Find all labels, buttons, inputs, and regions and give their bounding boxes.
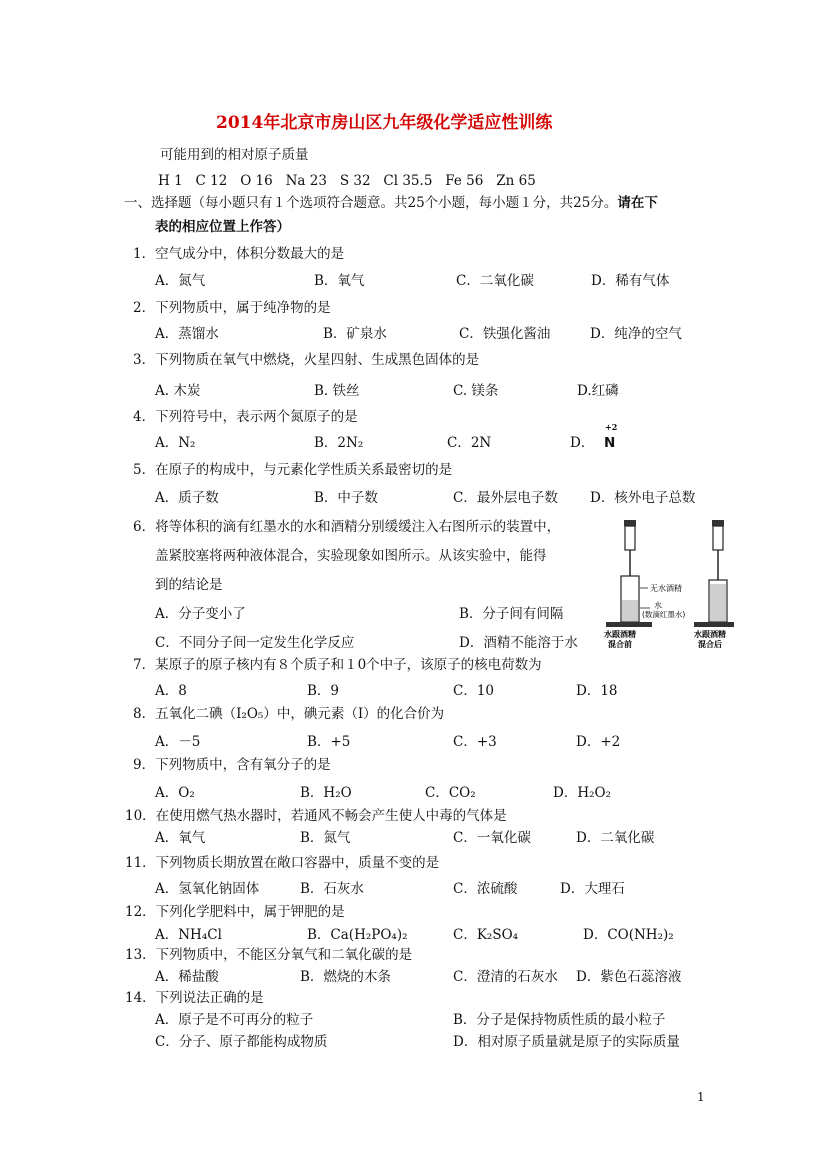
option: D．18	[576, 683, 618, 699]
option: B．分子是保持物质性质的最小粒子	[453, 1012, 666, 1028]
charge-label: +2	[605, 422, 618, 432]
option: A．质子数	[155, 490, 219, 506]
option: C．不同分子间一定发生化学反应	[155, 635, 355, 651]
question-stem: 11．下列物质长期放置在敞口容器中，质量不变的是	[125, 855, 440, 871]
nitrogen-symbol: N	[604, 435, 616, 451]
page-title: 2014年北京市房山区九年级化学适应性训练	[216, 113, 553, 133]
question-stem: 14．下列说法正确的是	[125, 990, 264, 1006]
question-stem: 13．下列物质中，不能区分氧气和二氧化碳的是	[125, 947, 413, 963]
atomic-mass-label: 可能用到的相对原子质量	[160, 147, 309, 163]
option: B．2N₂	[314, 435, 364, 451]
option: D．相对原子质量就是原子的实际质量	[453, 1034, 680, 1050]
question-stem: 12．下列化学肥料中，属于钾肥的是	[125, 904, 345, 920]
option: D．大理石	[560, 881, 625, 897]
option: A. 木炭	[155, 383, 201, 399]
option: D．+2	[576, 734, 621, 750]
option: B．燃烧的木条	[300, 969, 391, 985]
option: D．纯净的空气	[590, 326, 682, 342]
caption-after-1: 水跟酒精	[694, 630, 726, 639]
option: A．O₂	[155, 785, 195, 801]
option: C．一氧化碳	[453, 830, 531, 846]
option: A．蒸馏水	[155, 326, 219, 342]
atomic-mass-values: H 1 C 12 O 16 Na 23 S 32 Cl 35.5 Fe 56 Zn 65	[158, 173, 536, 189]
option: C．CO₂	[425, 785, 476, 801]
option: A．8	[155, 683, 187, 699]
question-stem: 6．将等体积的滴有红墨水的水和酒精分别缓缓注入右图所示的装置中，	[133, 519, 561, 535]
question-stem: 9．下列物质中，含有氧分子的是	[133, 757, 331, 773]
option: A．原子是不可再分的粒子	[155, 1012, 314, 1028]
option: D．H₂O₂	[553, 785, 611, 801]
question-stem: 3．下列物质在氧气中燃烧，火星四射、生成黑色固体的是	[133, 352, 480, 368]
option: D.红磷	[577, 383, 619, 399]
question-stem: 4．下列符号中，表示两个氮原子的是	[133, 409, 358, 425]
caption-before-1: 水跟酒精	[604, 630, 636, 639]
option: D．	[570, 435, 595, 451]
option: C．+3	[453, 734, 497, 750]
option: B．H₂O	[300, 785, 352, 801]
section-heading-bold: 请在下	[617, 195, 658, 211]
option: C．K₂SO₄	[453, 927, 519, 943]
option: C．分子、原子都能构成物质	[155, 1034, 328, 1050]
question-stem: 1．空气成分中，体积分数最大的是	[133, 246, 345, 262]
option: B．矿泉水	[323, 326, 387, 342]
option: C．10	[453, 683, 495, 699]
question-stem: 7．某原子的原子核内有８个质子和１0个中子，该原子的核电荷数为	[133, 657, 542, 673]
label-water-note: (数滴红墨水)	[642, 610, 686, 619]
option: A．－5	[155, 734, 201, 750]
question-stem: 8．五氧化二碘（I₂O₅）中，碘元素（I）的化合价为	[133, 706, 445, 722]
question-stem: 2．下列物质中，属于纯净物的是	[133, 300, 331, 316]
option: B. 铁丝	[314, 383, 360, 399]
option: A．N₂	[155, 435, 196, 451]
option: A．NH₄Cl	[155, 927, 222, 943]
option: B．中子数	[314, 490, 378, 506]
option: A．氢氧化钠固体	[155, 881, 260, 897]
question-stem-line2: 盖紧胶塞将两种液体混合，实验现象如图所示。从该实验中，能得	[155, 548, 547, 564]
option: D．紫色石蕊溶液	[576, 969, 682, 985]
option: B．9	[307, 683, 340, 699]
option: C．2N	[447, 435, 492, 451]
section-heading-line2: 表的相应位置上作答）	[155, 219, 290, 235]
section-heading-text: 一、选择题（每小题只有１个选项符合题意。共25个小题，每小题１分，共25分。	[124, 195, 618, 211]
option: C. 镁条	[453, 383, 499, 399]
apparatus-after	[694, 520, 734, 627]
option: C．二氧化碳	[456, 273, 534, 289]
question-stem: 5．在原子的构成中，与元素化学性质关系最密切的是	[133, 462, 453, 478]
option: C．铁强化酱油	[459, 326, 551, 342]
caption-before-2: 混合前	[608, 640, 632, 648]
question-stem: 10．在使用燃气热水器时，若通风不畅会产生使人中毒的气体是	[125, 808, 507, 824]
label-alcohol: 无水酒精	[650, 584, 682, 593]
option: B．+5	[307, 734, 351, 750]
option: C．浓硫酸	[453, 881, 518, 897]
option: D．核外电子总数	[590, 490, 696, 506]
question-stem-line3: 到的结论是	[155, 577, 223, 593]
mixing-apparatus-diagram	[598, 518, 736, 648]
option: D．CO(NH₂)₂	[583, 927, 674, 943]
section-heading	[124, 194, 658, 212]
option: B．分子间有间隔	[459, 606, 564, 622]
option: B．石灰水	[300, 881, 364, 897]
option: A．氮气	[155, 273, 206, 289]
label-water: 水	[654, 601, 662, 610]
option: D．酒精不能溶于水	[459, 635, 578, 651]
option: B．氧气	[314, 273, 365, 289]
option: B．氮气	[300, 830, 351, 846]
option: D．稀有气体	[591, 273, 670, 289]
option: C．最外层电子数	[453, 490, 558, 506]
option: A．分子变小了	[155, 606, 246, 622]
option: B．Ca(H₂PO₄)₂	[307, 927, 408, 943]
option: C．澄清的石灰水	[453, 969, 558, 985]
option: D．二氧化碳	[576, 830, 655, 846]
page-number: 1	[697, 1090, 705, 1104]
option: A．氧气	[155, 830, 206, 846]
option: A．稀盐酸	[155, 969, 219, 985]
caption-after-2: 混合后	[698, 640, 722, 648]
